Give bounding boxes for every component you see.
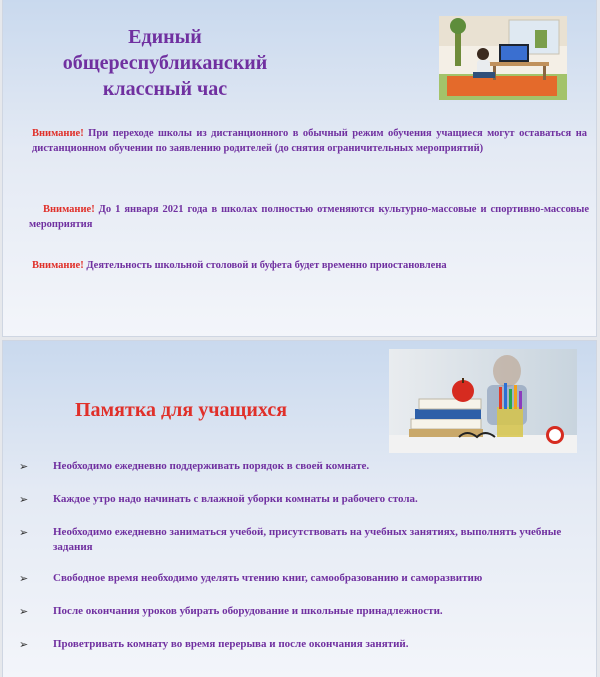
- list-item: [17, 571, 587, 586]
- slide-2: [3, 341, 596, 677]
- notice-2-text: До 1 января 2021 года в школах полностью отменяются культурно-массовые и спортивно-массовые мероприятия: [29, 204, 589, 230]
- title-line-2: общереспубликанский: [62, 52, 268, 74]
- list-item: [17, 604, 587, 619]
- arrow-bullet-icon: ➢: [19, 605, 29, 618]
- list-item-text: Свободное время необходимо уделять чтению книг, самообразованию и саморазвитию: [53, 572, 483, 584]
- arrow-bullet-icon: ➢: [19, 526, 29, 539]
- list-item: [17, 525, 587, 555]
- books-and-pencils-photo: [389, 349, 577, 453]
- notice-3-text: Деятельность школьной столовой и буфета будет временно приостановлена: [83, 260, 447, 271]
- notice-3-warn: Внимание!: [32, 260, 84, 271]
- slide-2-title: Памятка для учащихся: [75, 399, 288, 421]
- arrow-bullet-icon: ➢: [19, 572, 29, 585]
- list-item-text: Каждое утро надо начинать с влажной уборки комнаты и рабочего стола.: [53, 493, 418, 505]
- list-item: [17, 492, 587, 507]
- slide-1: [3, 0, 596, 336]
- arrow-bullet-icon: ➢: [19, 460, 29, 473]
- notice-1: [32, 126, 587, 156]
- list-item-text: После окончания уроков убирать оборудование и школьные принадлежности.: [53, 605, 443, 617]
- list-item: [17, 637, 587, 652]
- notice-1-text: При переходе школы из дистанционного в обычный режим обучения учащиеся могут оставаться на дистанционном обучении по заявлению родителей (до снятия ограничительных мероприятий): [32, 128, 587, 154]
- notice-2-warn: Внимание!: [43, 204, 95, 215]
- list-item-text: Проветривать комнату во время перерыва и после окончания занятий.: [53, 638, 409, 650]
- kid-at-desk-photo: [439, 16, 567, 100]
- title-line-1: Единый: [128, 26, 202, 48]
- list-item-text: Необходимо ежедневно поддерживать порядок в своей комнате.: [53, 460, 370, 472]
- list-item: [17, 459, 587, 474]
- list-item-text: Необходимо ежедневно заниматься учебой, присутствовать на учебных занятиях, выполнять учебные задания: [53, 526, 562, 553]
- slide-1-title: [25, 24, 305, 102]
- notice-2: [29, 202, 589, 232]
- arrow-bullet-icon: ➢: [19, 638, 29, 651]
- notice-3: [32, 258, 587, 273]
- arrow-bullet-icon: ➢: [19, 493, 29, 506]
- memo-list: [17, 459, 587, 652]
- title-line-3: классный час: [102, 78, 228, 100]
- notice-1-warn: Внимание!: [32, 128, 84, 139]
